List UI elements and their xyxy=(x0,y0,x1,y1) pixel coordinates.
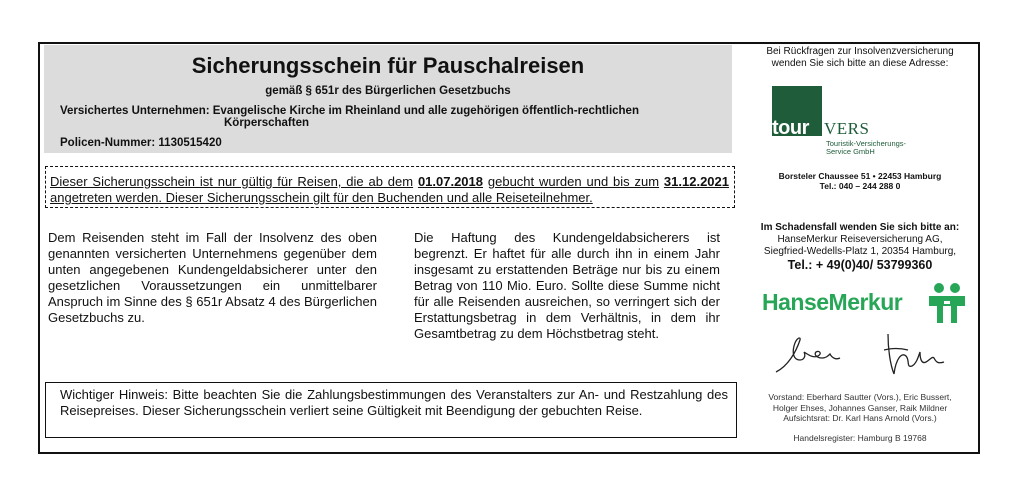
validity-box xyxy=(45,166,735,208)
subtitle: gemäß § 651r des Bürgerlichen Gesetzbuchs xyxy=(265,85,511,97)
hansemerkur-emblem-icon xyxy=(925,281,969,325)
liability-paragraph: Die Haftung des Kundengeldabsicherers ist begrenzt. Er haftet für alle durch ihn in einem Jahr insgesamt zu erstattenden Beträge nur bis zu einem Betrag von 110 Mio. Euro. Sollte diese Summe nicht für alle Reisenden ausreichen, so verringert sich der Erstattungsbetrag in dem Verhältnis, in dem ihr Gesamtbetrag zu dem Höchstbetrag steht. xyxy=(414,230,720,341)
claims-contact xyxy=(740,222,980,272)
validity-text-2: gebucht wurden und bis zum xyxy=(487,174,660,189)
signature-1-icon xyxy=(770,330,850,380)
claims-line: Im Schadensfall wenden Sie sich bitte an: xyxy=(760,222,960,233)
policy-number xyxy=(60,137,222,149)
signature-2-icon xyxy=(880,328,950,380)
insured-company xyxy=(60,105,720,129)
hm-telephone: Tel.: + 49(0)40/ 53799360 xyxy=(787,258,933,272)
policy-value: 1130515420 xyxy=(158,137,222,149)
insured-line1: Evangelische Kirche im Rheinland und alle zugehörigen öffentlich-rechtlichen xyxy=(212,105,639,117)
claim-paragraph: Dem Reisenden steht im Fall der Insolvenz des oben genannten versicherten Unternehmens gegenüber dem unten angegebenen Kundengeldabsicherer unter den gesetzlichen Voraussetzungen ein unmittelbarer Anspruch im Sinne des § 651r Absatz 4 des Bürgerlichen Gesetzbuchs zu. xyxy=(48,230,377,325)
tourvers-address xyxy=(740,171,980,191)
board-info xyxy=(740,392,980,424)
tourvers-logo-vers: VERS xyxy=(824,119,870,138)
hm-address: Siegfried-Wedells-Platz 1, 20354 Hamburg, xyxy=(763,246,957,257)
insured-line2: Körperschaften xyxy=(224,117,309,129)
board-line1: Vorstand: Eberhard Sautter (Vors.), Eric Bussert, xyxy=(768,392,952,402)
tourvers-logo-tour: tour xyxy=(772,117,809,139)
important-notice: Wichtiger Hinweis: Bitte beachten Sie die Zahlungsbestimmungen des Veranstalters zur An- und Restzahlung des Reisepreises. Dieser Sicherungsschein verliert seine Gültigkeit mit Beendigung der gebuchten Reise. xyxy=(45,382,737,438)
validity-text-1: Dieser Sicherungsschein ist nur gültig für Reisen, die ab dem xyxy=(50,174,414,189)
validity-date-from: 01.07.2018 xyxy=(417,174,484,189)
tourvers-sub2: Service GmbH xyxy=(826,147,875,156)
page-title: Sicherungsschein für Pauschalreisen xyxy=(191,53,585,78)
validity-text-3: angetreten werden. Dieser Sicherungsschein gilt für den Buchenden und alle Reiseteilnehmer. xyxy=(50,190,593,205)
tourvers-addr1: Borsteler Chaussee 51 • 22453 Hamburg xyxy=(778,171,942,181)
policy-label: Policen-Nummer: xyxy=(60,137,156,149)
tourvers-addr2: Tel.: 040 – 244 288 0 xyxy=(819,181,901,191)
hm-name: HanseMerkur Reiseversicherung AG, xyxy=(777,234,943,245)
hansemerkur-logo: HanseMerkur xyxy=(762,289,903,315)
tourvers-sub1: Touristik-Versicherungs- xyxy=(826,139,907,148)
validity-date-to: 31.12.2021 xyxy=(663,174,729,189)
commercial-register: Handelsregister: Hamburg B 19768 xyxy=(793,433,927,443)
board-line3: Aufsichtsrat: Dr. Karl Hans Arnold (Vors.) xyxy=(783,413,937,423)
insured-label: Versichertes Unternehmen: xyxy=(60,105,210,117)
board-line2: Holger Ehses, Johannes Ganser, Raik Mildner xyxy=(772,402,948,413)
contact-line1: Bei Rückfragen zur Insolvenzversicherung xyxy=(766,46,954,57)
header-panel xyxy=(44,45,732,153)
tourvers-subtitle xyxy=(826,140,906,156)
contact-line2: wenden Sie sich bitte an diese Adresse: xyxy=(771,58,949,69)
contact-intro xyxy=(740,46,980,70)
